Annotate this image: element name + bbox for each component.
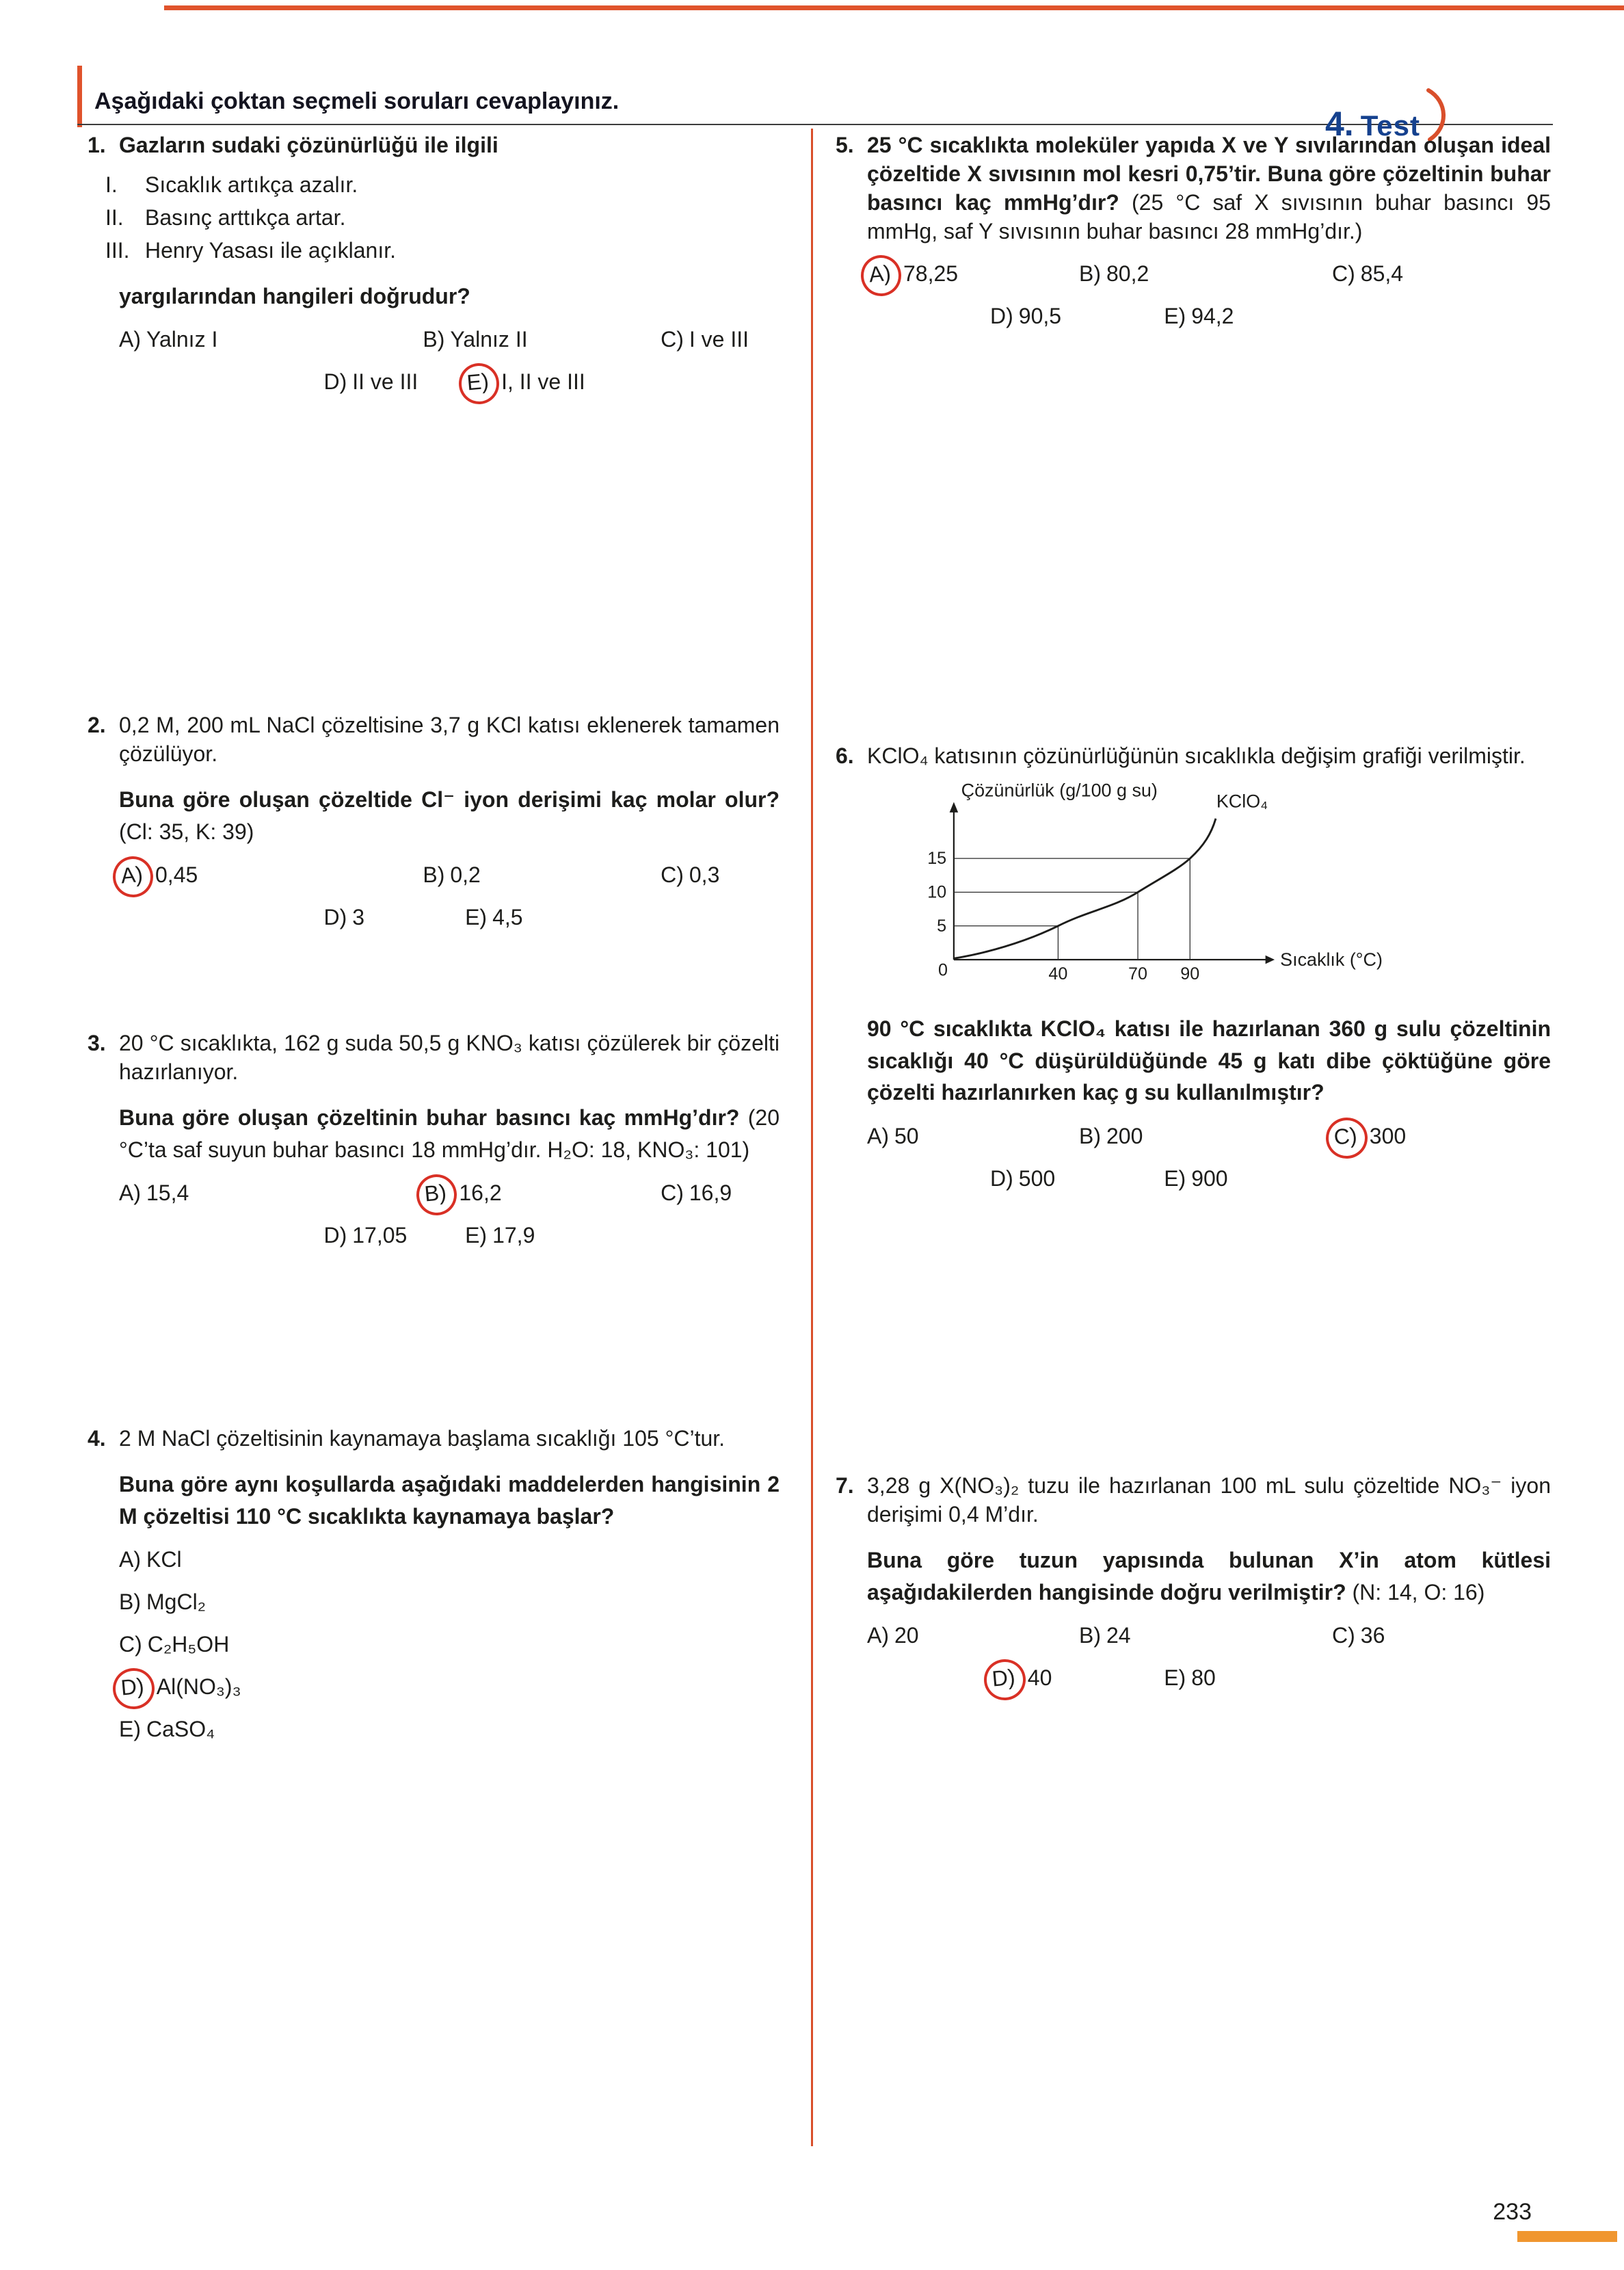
option-d-letter: D)	[323, 369, 347, 395]
option-a	[119, 326, 423, 354]
option-e	[1164, 1165, 1227, 1193]
option-a-letter: A)	[860, 253, 903, 298]
page-number: 233	[1493, 2199, 1532, 2225]
options-list	[119, 1546, 780, 1744]
option-e-letter: E)	[1164, 1165, 1186, 1191]
option-a-value: 50	[894, 1123, 919, 1148]
origin-label: 0	[937, 960, 948, 980]
option-b-letter: B)	[423, 862, 445, 888]
option-c	[1332, 1122, 1551, 1151]
question-2-number: 2.	[88, 713, 106, 737]
option-b-value: 24	[1106, 1623, 1131, 1648]
question-3-stem: 20 °C sıcaklıkta, 162 g suda 50,5 g KNO₃ katısı çözülerek bir çözelti hazırlanıyor.	[119, 1031, 780, 1084]
option-a-value: 78,25	[903, 261, 959, 286]
question-3	[88, 1029, 780, 1250]
option-e-letter: E)	[119, 1716, 141, 1741]
question-2-ask: Buna göre oluşan çözeltide Cl⁻ iyon derişimi kaç molar olur? (Cl: 35, K: 39)	[119, 787, 780, 844]
options-row-2	[119, 903, 780, 932]
option-a-value: Yalnız I	[146, 327, 218, 352]
option-c-value: I ve III	[689, 327, 749, 352]
question-5-stem: 25 °C sıcaklıkta moleküler yapıda X ve Y sıvılarından oluşan ideal çözeltide X sıvısının mol kesri 0,75’tir. Buna göre çözeltinin buhar basıncı kaç mmHg’dır? (25 °C saf X sıvısının buhar basıncı 95 mmHg, saf Y sıvısının buhar basıncı 28 mmHg’dır.)	[867, 133, 1552, 243]
question-1-ask: yargılarından hangileri doğrudur?	[119, 283, 470, 308]
option-b	[423, 326, 661, 354]
option-a	[867, 1622, 1079, 1650]
solubility-graph	[905, 782, 1551, 998]
option-d-letter: D)	[990, 303, 1013, 328]
options-row-1	[119, 326, 780, 354]
question-7	[836, 1472, 1551, 1693]
question-5-number: 5.	[836, 133, 854, 157]
roman-item-text: Basınç arttıkça artar.	[145, 204, 346, 230]
option-a-value: 20	[894, 1623, 919, 1648]
options-row-1	[867, 260, 1551, 289]
question-1	[88, 131, 780, 397]
option-b	[119, 1588, 780, 1617]
question-7-number: 7.	[836, 1473, 854, 1498]
option-c	[661, 326, 780, 354]
option-c	[661, 861, 780, 890]
roman-item-1	[105, 171, 780, 200]
option-e-value: 17,9	[492, 1223, 535, 1248]
option-e	[465, 903, 522, 932]
question-5	[836, 131, 1551, 330]
option-d	[990, 1664, 1164, 1693]
option-a-letter: A)	[867, 1123, 889, 1148]
question-7-stem: 3,28 g X(NO₃)₂ tuzu ile hazırlanan 100 mL sulu çözeltide NO₃⁻ iyon derişimi 0,4 M’dır.	[867, 1473, 1551, 1527]
option-c-letter: C)	[661, 327, 684, 352]
option-b-letter: B)	[415, 1173, 459, 1217]
question-1-number: 1.	[88, 133, 106, 157]
option-b	[1079, 1622, 1332, 1650]
option-a-value: 15,4	[146, 1180, 189, 1206]
option-a	[867, 1122, 1079, 1151]
option-c-value: 0,3	[689, 862, 720, 888]
option-d-value: 17,05	[352, 1223, 408, 1248]
y-axis-label: Çözünürlük (g/100 g su)	[961, 781, 1158, 801]
option-b	[423, 1179, 661, 1208]
question-3-number: 3.	[88, 1031, 106, 1055]
option-e	[465, 368, 585, 397]
x-tick-40: 40	[1048, 964, 1068, 984]
option-d	[323, 1222, 465, 1250]
option-b-letter: B)	[1079, 1623, 1101, 1648]
question-4-stem: 2 M NaCl çözeltisinin kaynamaya başlama sıcaklığı 105 °C’tur.	[119, 1426, 726, 1451]
option-b-value: 0,2	[450, 862, 481, 888]
option-a-letter: A)	[119, 327, 141, 352]
y-tick-5: 5	[937, 916, 947, 936]
question-6-stem: KClO₄ katısının çözünürlüğünün sıcaklıkla değişim grafiği verilmiştir.	[867, 743, 1526, 768]
x-axis-arrow	[1266, 955, 1275, 964]
option-d-letter: D)	[111, 1667, 157, 1711]
left-column	[88, 130, 780, 2250]
options-row-2	[867, 1165, 1551, 1193]
option-e-value: CaSO₄	[146, 1716, 215, 1741]
x-tick-90: 90	[1180, 964, 1200, 984]
option-b-value: 16,2	[459, 1180, 502, 1206]
option-e	[1164, 1664, 1216, 1693]
option-a-letter: A)	[119, 1180, 141, 1206]
top-accent-line	[164, 5, 1624, 10]
option-d-value: 40	[1027, 1665, 1052, 1691]
option-e	[119, 1715, 780, 1744]
right-column	[836, 130, 1551, 2250]
header-accent-bar	[77, 66, 82, 127]
option-d-value: 3	[352, 905, 365, 930]
option-b-value: 200	[1106, 1123, 1143, 1148]
page-number-accent-bar	[1517, 2231, 1617, 2242]
option-b	[1079, 260, 1332, 289]
option-b-letter: B)	[1079, 261, 1101, 286]
option-a	[867, 260, 1079, 289]
x-tick-70: 70	[1128, 964, 1147, 984]
option-a-letter: A)	[867, 1623, 889, 1648]
options-row-1	[119, 1179, 780, 1208]
column-divider	[811, 129, 813, 2146]
option-d-letter: D)	[323, 1223, 347, 1248]
option-c	[1332, 1622, 1551, 1650]
options-row-2	[867, 302, 1551, 331]
question-2-stem: 0,2 M, 200 mL NaCl çözeltisine 3,7 g KCl katısı eklenerek tamamen çözülüyor.	[119, 713, 780, 766]
roman-item-2	[105, 204, 780, 233]
option-c-value: 16,9	[689, 1180, 732, 1206]
option-b-letter: B)	[1079, 1123, 1101, 1148]
y-tick-10: 10	[927, 882, 947, 902]
question-6-number: 6.	[836, 743, 854, 768]
option-e-value: 80	[1191, 1665, 1216, 1691]
y-tick-15: 15	[927, 849, 947, 869]
options-row-1	[867, 1122, 1551, 1151]
option-b-value: MgCl₂	[146, 1589, 207, 1615]
options-row-1	[119, 861, 780, 890]
option-c-letter: C)	[661, 1180, 684, 1206]
option-a-value: KCl	[146, 1547, 182, 1572]
option-c-value: 36	[1360, 1623, 1385, 1648]
options-row-2	[119, 368, 780, 397]
series-label: KClO₄	[1216, 791, 1268, 812]
option-c-letter: C)	[119, 1632, 142, 1657]
question-4-number: 4.	[88, 1426, 106, 1451]
option-a-letter: A)	[119, 1547, 141, 1572]
option-b-value: 80,2	[1106, 261, 1149, 286]
roman-item-text: Henry Yasası ile açıklanır.	[145, 237, 396, 263]
option-c-value: 85,4	[1360, 261, 1404, 286]
options-row-2	[867, 1664, 1551, 1693]
header-instruction: Aşağıdaki çoktan seçmeli soruları cevaplayınız.	[94, 88, 620, 114]
options-row-1	[867, 1622, 1551, 1650]
option-b	[1079, 1122, 1332, 1151]
option-e-value: 900	[1191, 1165, 1228, 1191]
question-1-stem: Gazların sudaki çözünürlüğü ile ilgili	[119, 133, 498, 157]
question-3-ask: Buna göre oluşan çözeltinin buhar basıncı kaç mmHg’dır? (20 °C’ta saf suyun buhar basıncı 18 mmHg’dır. H₂O: 18, KNO₃: 101)	[119, 1105, 780, 1162]
option-d	[119, 1673, 780, 1702]
option-d	[323, 903, 465, 932]
option-c-letter: C)	[661, 862, 684, 888]
option-c-letter: C)	[1332, 261, 1355, 286]
option-c-value: C₂H₅OH	[147, 1632, 230, 1657]
roman-numeral: II.	[105, 204, 124, 230]
option-c	[661, 1179, 780, 1208]
solubility-chart-svg	[905, 782, 1383, 990]
option-d-value: 90,5	[1018, 303, 1062, 328]
option-b	[423, 861, 661, 890]
question-4-ask: Buna göre aynı koşullarda aşağıdaki maddelerden hangisinin 2 M çözeltisi 110 °C sıcaklıkta kaynamaya başlar?	[119, 1471, 780, 1529]
option-e-letter: E)	[465, 905, 488, 930]
option-e-value: I, II ve III	[501, 369, 585, 395]
roman-numeral: III.	[105, 237, 130, 263]
option-c-letter: C)	[1332, 1623, 1355, 1648]
roman-item-3	[105, 237, 780, 265]
option-e-letter: E)	[465, 1223, 488, 1248]
options-row-2	[119, 1222, 780, 1250]
roman-item-text: Sıcaklık artıkça azalır.	[145, 172, 358, 197]
option-c	[119, 1631, 780, 1659]
question-6-ask: 90 °C sıcaklıkta KClO₄ katısı ile hazırlanan 360 g sulu çözeltinin sıcaklığı 40 °C düşürüldüğünde 45 g katı dibe çöktüğüne göre çözelti hazırlanırken kaç g su kullanılmıştır?	[867, 1016, 1551, 1105]
x-axis-label: Sıcaklık (°C)	[1280, 949, 1383, 971]
option-a	[119, 1179, 423, 1208]
option-a	[119, 1546, 780, 1574]
question-1-roman-items	[105, 171, 780, 265]
option-e	[1164, 302, 1234, 331]
test-number: 4.	[1325, 105, 1354, 143]
roman-numeral: I.	[105, 172, 118, 197]
test-label: Test	[1360, 109, 1420, 142]
option-d	[990, 302, 1164, 331]
option-e-letter: E)	[457, 362, 501, 406]
question-2	[88, 711, 780, 932]
option-e	[465, 1222, 535, 1250]
option-e-letter: E)	[1164, 303, 1186, 328]
option-d-letter: D)	[983, 1658, 1028, 1702]
option-a-value: 0,45	[155, 862, 198, 888]
option-d-value: II ve III	[352, 369, 418, 395]
option-d-value: 500	[1018, 1165, 1056, 1191]
option-c	[1332, 260, 1551, 289]
option-d	[323, 368, 465, 397]
option-c-value: 300	[1369, 1123, 1407, 1148]
option-b-letter: B)	[119, 1589, 141, 1615]
y-axis-arrow	[950, 802, 959, 813]
question-4	[88, 1425, 780, 1758]
option-d-letter: D)	[323, 905, 347, 930]
option-d-letter: D)	[990, 1165, 1013, 1191]
question-7-ask: Buna göre tuzun yapısında bulunan X’in atom kütlesi aşağıdakilerden hangisinde doğru verilmiştir? (N: 14, O: 16)	[867, 1547, 1551, 1605]
option-a	[119, 861, 423, 890]
option-b-value: Yalnız II	[450, 327, 528, 352]
question-6	[836, 742, 1551, 1193]
solubility-curve	[954, 819, 1216, 959]
option-c-letter: C)	[1325, 1116, 1370, 1160]
option-b-letter: B)	[423, 327, 445, 352]
option-e-value: 94,2	[1191, 303, 1234, 328]
option-e-letter: E)	[1164, 1665, 1186, 1691]
option-e-value: 4,5	[492, 905, 523, 930]
option-a-letter: A)	[111, 855, 155, 899]
option-d	[990, 1165, 1164, 1193]
option-d-value: Al(NO₃)₃	[156, 1674, 241, 1700]
